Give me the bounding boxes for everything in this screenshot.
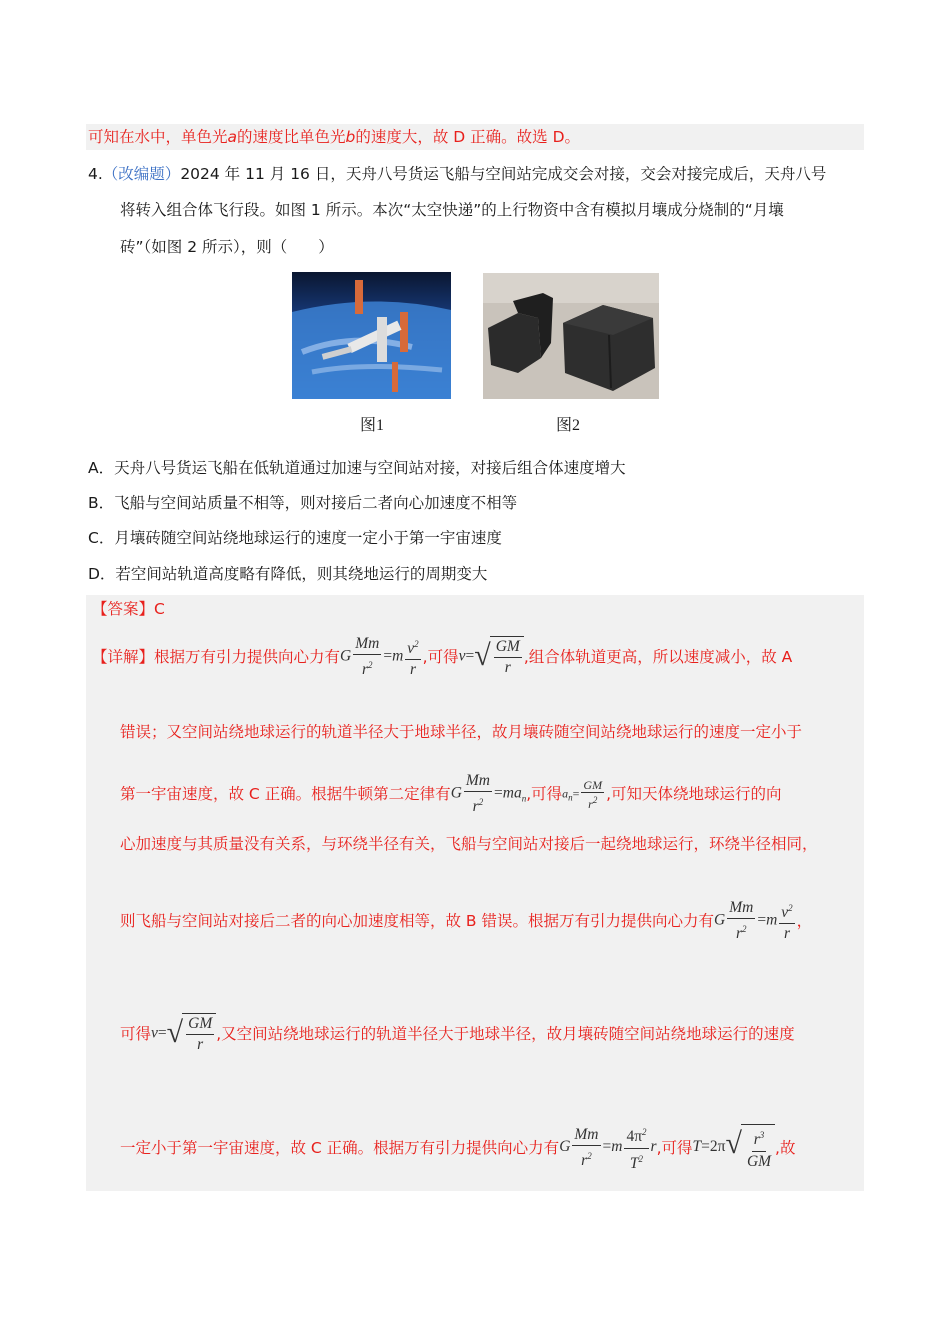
- formula-period: T=2π √ $\frac{r^3}{GM}$: [693, 1124, 776, 1171]
- formula-gravity-2: G $\frac{Mm}{r^2}$ =m $\frac{v^2}{r}$: [714, 898, 793, 943]
- formula-acceleration: $a_n=$ $\frac{GM}{r^2}$: [562, 777, 603, 811]
- question-line-3: 砖”（如图 2 所示），则（ ）: [120, 238, 334, 256]
- explanation-line-3: 第一宇宙速度，故 C 正确。根据牛顿第二定律有 G $\frac{Mm}{r^2}$ $=ma_n$ ,可得 $a_n=$ $\frac{GM}{r^2}$ ,可知天体绕地球运行的向: [120, 771, 782, 816]
- option-d: D．若空间站轨道高度略有降低，则其绕地运行的周期变大: [88, 565, 488, 583]
- question-line-1: 4.（改编题）2024 年 11 月 16 日，天舟八号货运飞船与空间站完成交会对接，交会对接完成后，天舟八号: [88, 165, 827, 183]
- option-c: C．月壤砖随空间站绕地球运行的速度一定小于第一宇宙速度: [88, 529, 502, 547]
- figure-2-lunar-bricks: [483, 273, 659, 399]
- explanation-line-2: 错误；又空间站绕地球运行的轨道半径大于地球半径，故月壤砖随空间站绕地球运行的速度一定小于: [120, 723, 803, 741]
- question-line-2: 将转入组合体飞行段。如图 1 所示。本次“太空快递”的上行物资中含有模拟月壤成分烧制的“月壤: [120, 201, 784, 219]
- option-a: A．天舟八号货运飞船在低轨道通过加速与空间站对接，对接后组合体速度增大: [88, 459, 626, 477]
- explanation-line-7: 一定小于第一宇宙速度，故 C 正确。根据万有引力提供向心力有 G $\frac{Mm}{r^2}$ =m $\frac{4\pi^2}{T^2}$ r ,可得 T=2π √ $\frac{r^3}{GM}$ ,故: [120, 1120, 795, 1176]
- figure-1-caption: 图1: [360, 417, 385, 434]
- answer-label: 【答案】C: [92, 600, 165, 618]
- explanation-line-5: 则飞船与空间站对接后二者的向心加速度相等，故 B 错误。根据万有引力提供向心力有 G $\frac{Mm}{r^2}$ =m $\frac{v^2}{r}$ ，: [120, 898, 813, 943]
- explanation-shade: [86, 595, 864, 1191]
- explanation-line-1: 【详解】根据万有引力提供向心力有 G $\frac{Mm}{r^2}$ =m $\frac{v^2}{r}$ ,可得 v= √ $\frac{GM}{r}$ ,组合体轨道更高，所以速度减小，故 A: [92, 634, 793, 679]
- explanation-line-4: 心加速度与其质量没有关系，与环绕半径有关，飞船与空间站对接后一起绕地球运行，环绕半径相同，: [120, 835, 818, 853]
- prev-answer-line: 可知在水中，单色光a的速度比单色光b的速度大，故 D 正确。故选 D。: [88, 128, 581, 146]
- question-number: 4.: [88, 165, 103, 183]
- formula-velocity-2: v= √ $\frac{GM}{r}$: [151, 1013, 216, 1055]
- question-tag: （改编题）: [102, 165, 181, 183]
- option-b: B．飞船与空间站质量不相等，则对接后二者向心加速度不相等: [88, 494, 518, 512]
- figure-1-space-station: [292, 272, 451, 399]
- figure-2-caption: 图2: [556, 417, 581, 434]
- formula-period-force: G $\frac{Mm}{r^2}$ =m $\frac{4\pi^2}{T^2}$ r: [559, 1122, 656, 1173]
- formula-velocity: v= √ $\frac{GM}{r}$: [459, 636, 524, 678]
- formula-gravity: G $\frac{Mm}{r^2}$ =m $\frac{v^2}{r}$: [340, 634, 419, 679]
- formula-newton: G $\frac{Mm}{r^2}$ $=ma_n$: [450, 771, 527, 816]
- explanation-line-6: 可得 v= √ $\frac{GM}{r}$ ,又空间站绕地球运行的轨道半径大于地球半径，故月壤砖随空间站绕地球运行的速度: [120, 1015, 795, 1053]
